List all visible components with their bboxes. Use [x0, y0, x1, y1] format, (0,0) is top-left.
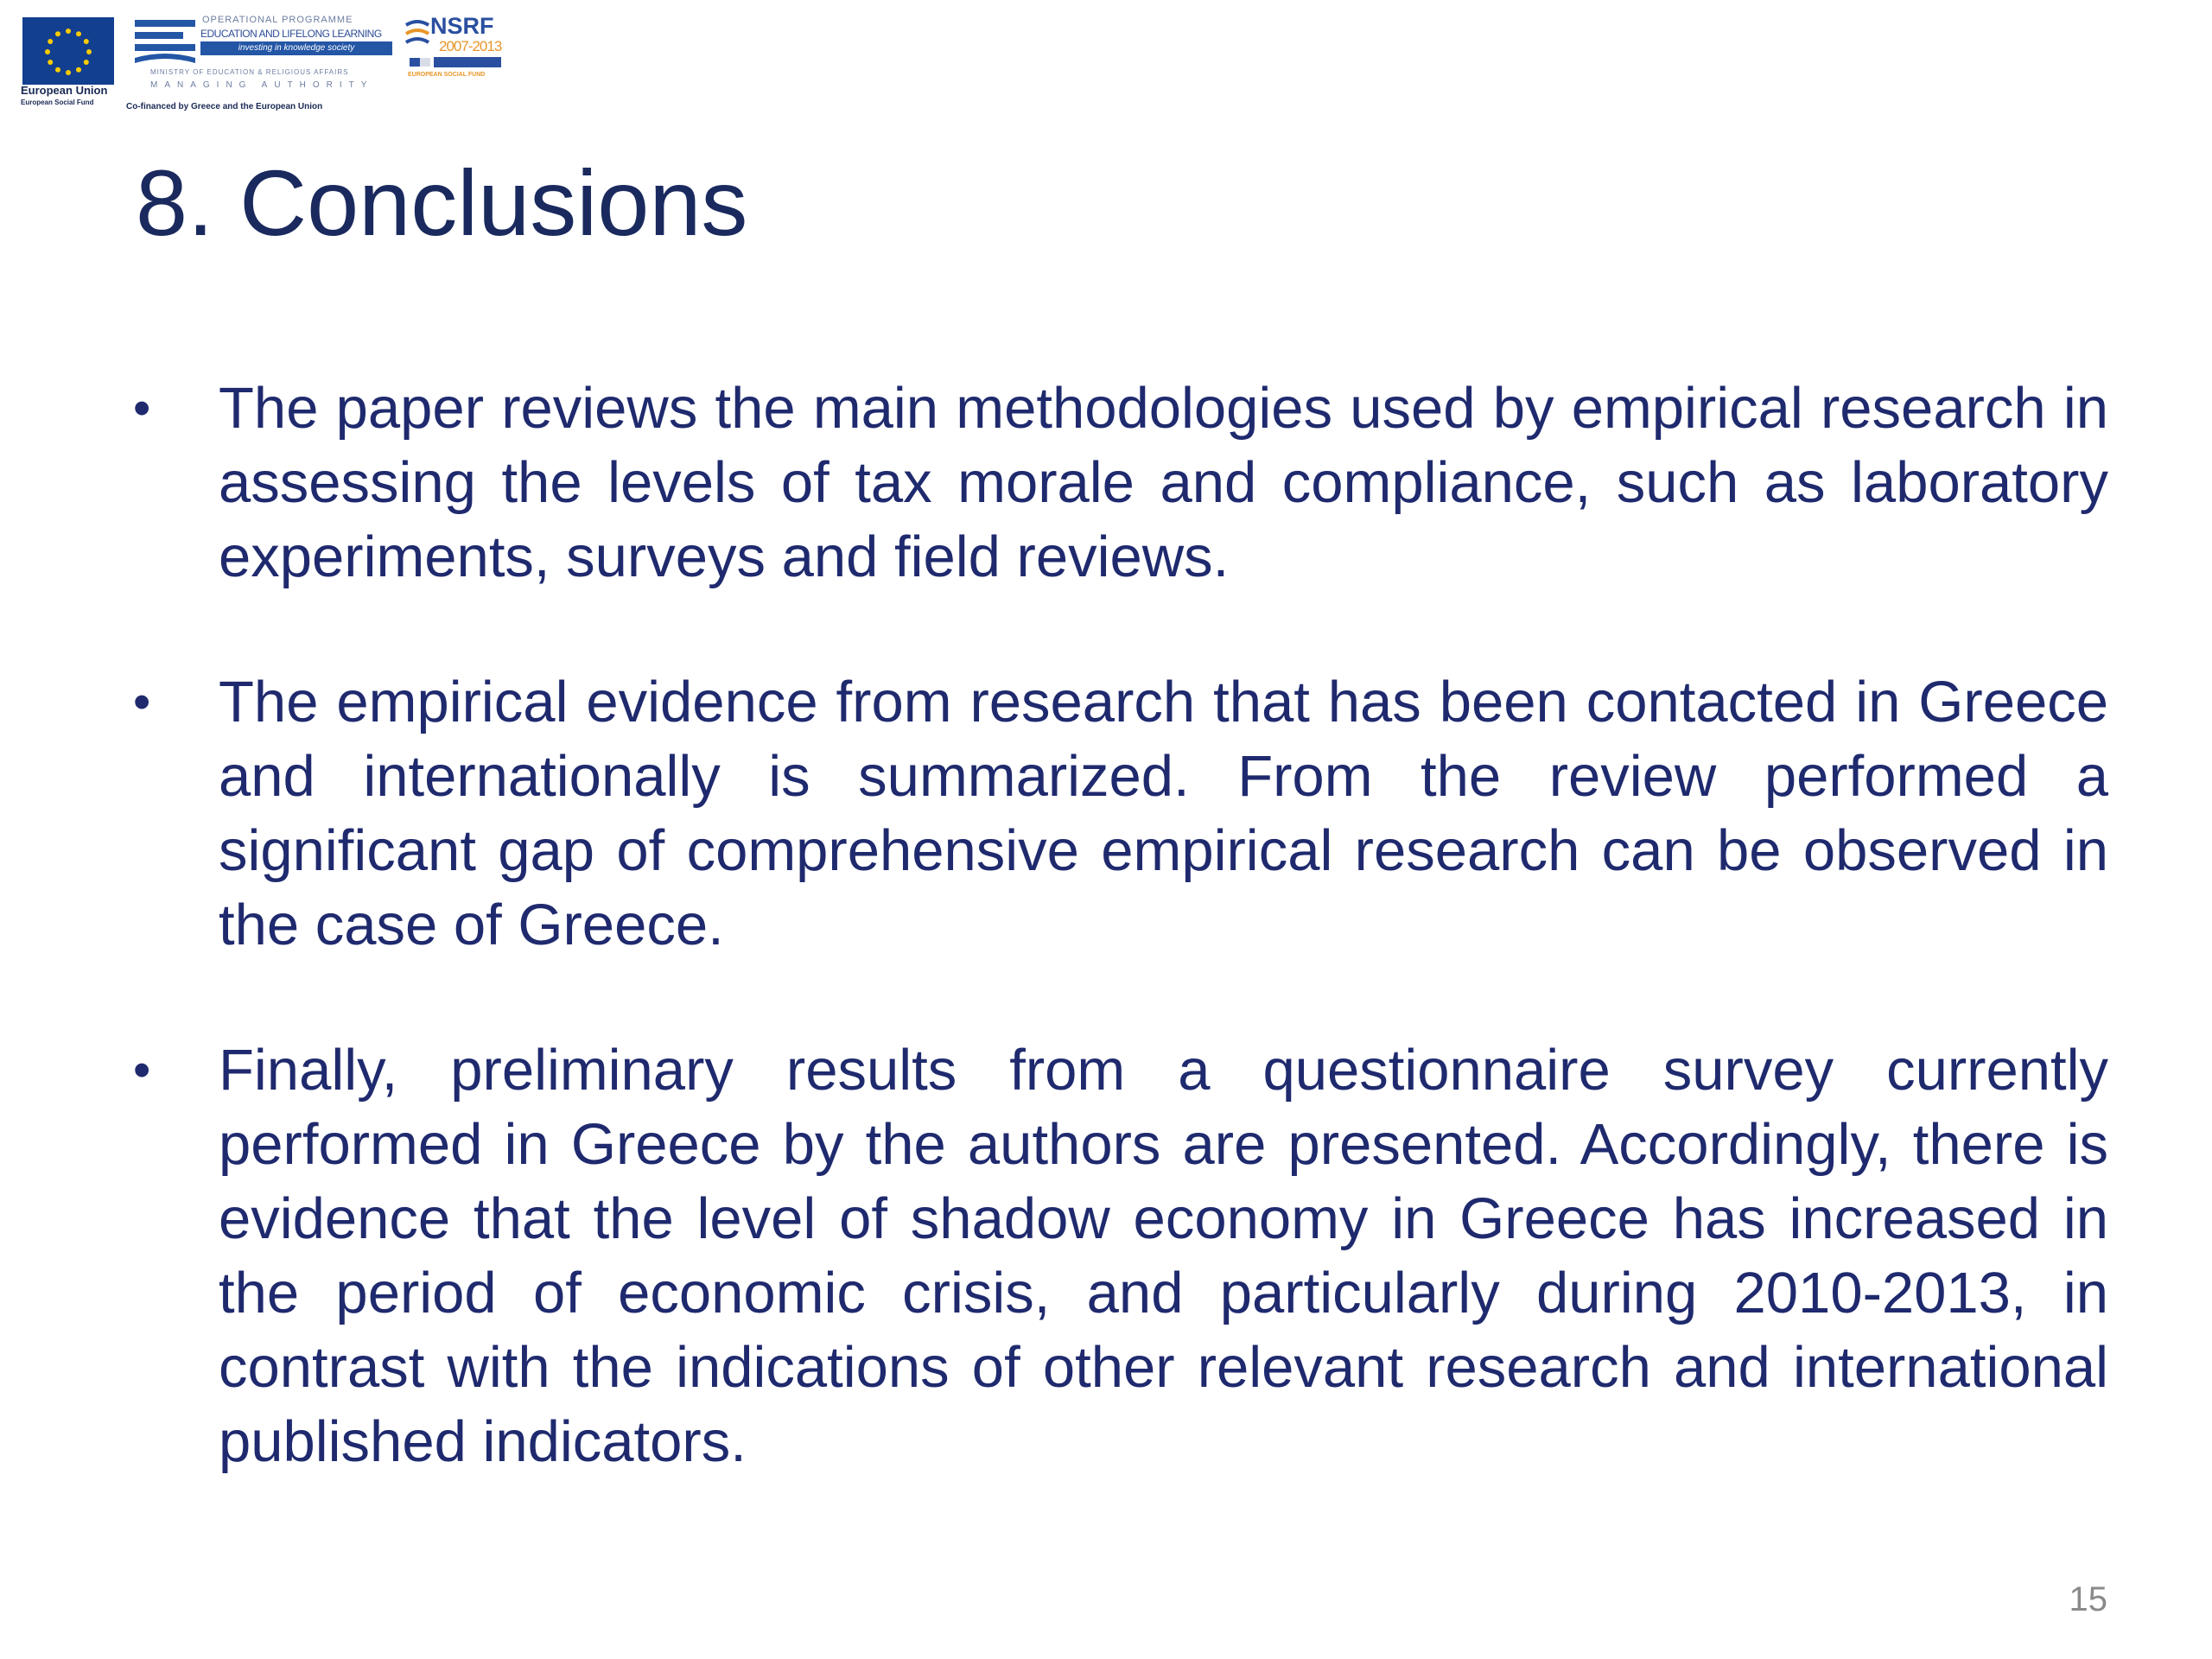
cofinanced-caption: Co-financed by Greece and the European Union	[126, 102, 323, 111]
bullet-text: The empirical evidence from research that has been contacted in Greece and internationally is summarized. From the review performed a significant gap of comprehensive empirical research can be observed in the case of Greece.	[219, 670, 2108, 957]
page-number: 15	[2069, 1580, 2107, 1618]
bullet-icon: •	[133, 674, 151, 730]
eu-flag-icon	[22, 17, 114, 85]
operational-programme-logo	[131, 13, 395, 104]
eu-caption: European Union	[21, 84, 108, 97]
op-tagline: investing in knowledge society	[200, 41, 392, 55]
nsrf-logo	[404, 13, 504, 91]
bullet-list	[130, 372, 2108, 1550]
sponsor-logo-strip	[17, 13, 505, 121]
op-ministry-label: MINISTRY OF EDUCATION & RELIGIOUS AFFAIRS	[150, 68, 349, 76]
bullet-item	[130, 372, 2108, 594]
nsrf-bar	[434, 57, 501, 67]
nsrf-years: 2007-2013	[439, 38, 502, 54]
op-authority-label: MANAGING AUTHORITY	[150, 80, 374, 90]
nsrf-title: NSRF	[430, 13, 494, 39]
nsrf-caption: EUROPEAN SOCIAL FUND	[408, 72, 486, 78]
bullet-text: Finally, preliminary results from a questionnaire survey currently performed in Greece by the authors are presented. Accordingly, there is evidence that the level of shadow economy in Greece has increased in the period of economic crisis, and particularly during 2010-2013, in contrast with the indications of other relevant research and international published indicators.	[219, 1038, 2108, 1474]
book-icon	[131, 15, 199, 67]
esf-caption: European Social Fund	[21, 99, 94, 106]
slide-title: 8. Conclusions	[136, 150, 748, 255]
bullet-icon: •	[133, 380, 151, 436]
op-programme-label: OPERATIONAL PROGRAMME	[202, 15, 353, 25]
bullet-text: The paper reviews the main methodologies used by empirical research in assessing the levels of tax morale and compliance, such as laboratory experiments, surveys and field reviews.	[219, 376, 2108, 589]
bullet-item	[130, 665, 2108, 963]
op-programme-name: EDUCATION AND LIFELONG LEARNING	[200, 28, 382, 40]
nsrf-wave-icon	[404, 18, 430, 49]
bullet-item	[130, 1033, 2108, 1479]
flag-icon	[410, 58, 430, 67]
bullet-icon: •	[133, 1042, 151, 1098]
